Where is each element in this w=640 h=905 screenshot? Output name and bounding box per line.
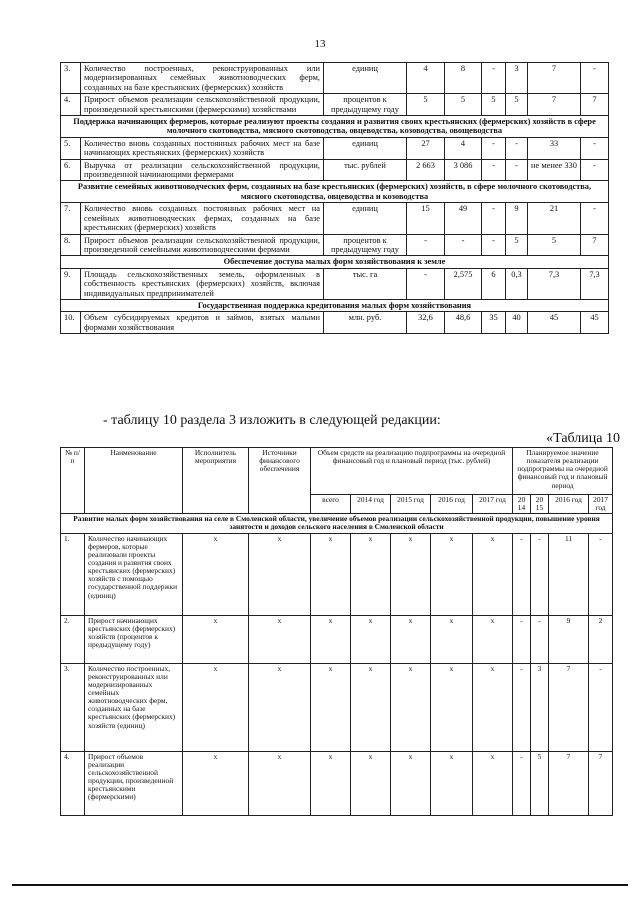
row-name: Количество построенных, реконструированных или модернизированных семейных животноводческих ферм, созданных на базе крестьянских (фермерских) хозяйств (единиц)	[85, 663, 183, 751]
row-cell: х	[351, 615, 391, 663]
row-value: 5	[506, 234, 528, 256]
row-cell: х	[183, 533, 249, 615]
row-unit: тыс. рублей	[324, 159, 407, 181]
row-cell: х	[311, 615, 351, 663]
row-cell: х	[249, 751, 311, 815]
row-value: 2,575	[445, 268, 482, 299]
row-value: -	[482, 63, 506, 94]
row-value: -	[581, 137, 609, 159]
row-plan-value: 7	[549, 751, 589, 815]
indicator-table-continued	[60, 62, 609, 334]
row-number: 2.	[61, 615, 85, 663]
row-cell: х	[183, 663, 249, 751]
row-value: 15	[407, 203, 445, 234]
row-cell: х	[249, 663, 311, 751]
row-name: Прирост объемов реализации сельскохозяйственной продукции, произведенной крестьянскими (фермерскими) хозяйствами	[81, 94, 324, 116]
row-number: 4.	[61, 94, 81, 116]
row-number: 10.	[61, 312, 81, 334]
row-cell: х	[391, 615, 431, 663]
row-cell: х	[249, 615, 311, 663]
row-value: 35	[482, 312, 506, 334]
row-cell: х	[183, 615, 249, 663]
row-value: -	[506, 159, 528, 181]
row-number: 7.	[61, 203, 81, 234]
table-row	[61, 751, 613, 815]
row-value: 3 086	[445, 159, 482, 181]
row-value: -	[482, 137, 506, 159]
header-name: Наименование	[85, 448, 183, 514]
row-plan-value: 2	[589, 615, 613, 663]
row-name: Прирост начинающих крестьянских (фермерских) хозяйств (процентов к предыдущему году)	[85, 615, 183, 663]
table-row	[61, 94, 609, 116]
header-year: 2017 год	[473, 495, 513, 514]
header-num: № п/п	[61, 448, 85, 514]
row-cell: х	[473, 751, 513, 815]
table-row	[61, 663, 613, 751]
row-number: 3.	[61, 663, 85, 751]
row-unit: млн. руб.	[324, 312, 407, 334]
row-value: 5	[482, 94, 506, 116]
row-unit: процентов к предыдущему году	[324, 234, 407, 256]
row-value: 45	[528, 312, 581, 334]
row-value: 7	[528, 63, 581, 94]
row-cell: х	[431, 533, 473, 615]
row-name: Количество начинающих фермеров, которые реализовали проекты создания и развития своих крестьянских (фермерских) хозяйств с помощью государственной поддержки (единиц)	[85, 533, 183, 615]
row-unit: процентов к предыдущему году	[324, 94, 407, 116]
row-name: Количество построенных, реконструированных или модернизированных семейных животноводческих ферм, созданных на базе крестьянских (фермерских) хозяйств	[81, 63, 324, 94]
row-value: -	[482, 203, 506, 234]
row-value: 0,3	[506, 268, 528, 299]
table-row	[61, 312, 609, 334]
row-value: 7,3	[581, 268, 609, 299]
header-year: 2014	[513, 495, 531, 514]
row-value: 6	[482, 268, 506, 299]
table-row	[61, 234, 609, 256]
row-value: 27	[407, 137, 445, 159]
row-cell: х	[473, 663, 513, 751]
section-row	[61, 299, 609, 311]
header-year: 2017 год	[589, 495, 613, 514]
section-row	[61, 514, 613, 533]
row-name: Количество вновь созданных постоянных рабочих мест на базе начинающих крестьянских (фермерских) хозяйств	[81, 137, 324, 159]
row-value: не менее 330	[528, 159, 581, 181]
row-value: -	[581, 203, 609, 234]
section-row	[61, 181, 609, 203]
row-number: 4.	[61, 751, 85, 815]
table-row	[61, 268, 609, 299]
row-value: 2 663	[407, 159, 445, 181]
row-cell: х	[183, 751, 249, 815]
row-value: 7	[528, 94, 581, 116]
footer-rule	[12, 884, 628, 886]
section-heading: Государственная поддержка кредитования малых форм хозяйствования	[61, 299, 609, 311]
row-unit: единиц	[324, 137, 407, 159]
section-heading: Обеспечение доступа малых форм хозяйствования к земле	[61, 256, 609, 268]
row-plan-value: 3	[531, 663, 549, 751]
table-caption: «Таблица 10	[546, 431, 620, 446]
row-name: Прирост объемов реализации сельскохозяйственной продукции, произведенной семейными животноводческими фермами	[81, 234, 324, 256]
row-name: Площадь сельскохозяйственных земель, оформленных в собственность крестьянских (фермерских) хозяйств, включая индивидуальных предпринимателей	[81, 268, 324, 299]
row-value: 3	[506, 63, 528, 94]
row-value: 48,6	[445, 312, 482, 334]
row-plan-value: -	[513, 751, 531, 815]
row-plan-value: 9	[549, 615, 589, 663]
row-plan-value: 7	[549, 663, 589, 751]
row-value: -	[445, 234, 482, 256]
row-number: 9.	[61, 268, 81, 299]
row-value: -	[482, 159, 506, 181]
row-value: 7,3	[528, 268, 581, 299]
row-value: 7	[581, 234, 609, 256]
row-number: 6.	[61, 159, 81, 181]
row-name: Объем субсидируемых кредитов и займов, взятых малыми формами хозяйствования	[81, 312, 324, 334]
table-row	[61, 137, 609, 159]
row-plan-value: -	[513, 663, 531, 751]
section-row	[61, 256, 609, 268]
row-value: 5	[407, 94, 445, 116]
row-name: Количество вновь созданных постоянных рабочих мест на семейных животноводческих фермах, созданных на базе крестьянских (фермерских) хозяйств	[81, 203, 324, 234]
row-cell: х	[351, 663, 391, 751]
row-cell: х	[431, 751, 473, 815]
header-row	[61, 448, 613, 495]
header-year: 2016 год	[549, 495, 589, 514]
row-plan-value: 7	[589, 751, 613, 815]
row-plan-value: -	[513, 533, 531, 615]
row-value: 5	[445, 94, 482, 116]
row-cell: х	[473, 533, 513, 615]
row-cell: х	[311, 751, 351, 815]
row-number: 5.	[61, 137, 81, 159]
row-cell: х	[473, 615, 513, 663]
row-plan-value: 5	[531, 751, 549, 815]
row-value: 7	[581, 94, 609, 116]
row-value: -	[581, 63, 609, 94]
row-cell: х	[431, 615, 473, 663]
page-number: 13	[314, 38, 326, 50]
row-plan-value: -	[531, 533, 549, 615]
table-row	[61, 159, 609, 181]
row-number: 1.	[61, 533, 85, 615]
header-year: 2015	[531, 495, 549, 514]
section-heading: Поддержка начинающих фермеров, которые реализуют проекты создания и развития своих крестьянских (фермерских) хозяйств в сфере молочного скотоводства, мясного скотоводства, овцеводства, козоводства, овощеводства	[61, 116, 609, 138]
row-unit: единиц	[324, 63, 407, 94]
header-source: Источники финансового обеспечения	[249, 448, 311, 514]
row-value: 5	[506, 94, 528, 116]
row-plan-value: -	[589, 663, 613, 751]
table-10	[60, 447, 613, 816]
row-value: 5	[528, 234, 581, 256]
section-heading: Развитие семейных животноводческих ферм, созданных на базе крестьянских (фермерских) хозяйств, в сфере молочного скотоводства, мясного скотоводства, овцеводства и козоводства	[61, 181, 609, 203]
row-number: 3.	[61, 63, 81, 94]
header-year: 2015 год	[391, 495, 431, 514]
row-cell: х	[351, 751, 391, 815]
header-executor: Исполнитель мероприятия	[183, 448, 249, 514]
row-value: 4	[407, 63, 445, 94]
row-unit: единиц	[324, 203, 407, 234]
row-value: 4	[445, 137, 482, 159]
row-name: Прирост объемов реализации сельскохозяйственной продукции, произведенной крестьянскими (фермерскими)	[85, 751, 183, 815]
row-value: 9	[506, 203, 528, 234]
row-value: 33	[528, 137, 581, 159]
row-cell: х	[311, 663, 351, 751]
row-value: -	[482, 234, 506, 256]
row-value: -	[407, 234, 445, 256]
row-cell: х	[351, 533, 391, 615]
row-value: 8	[445, 63, 482, 94]
row-plan-value: -	[513, 615, 531, 663]
row-name: Выручка от реализации сельскохозяйственной продукции, произведенной начинающими фермерами	[81, 159, 324, 181]
section-row	[61, 116, 609, 138]
row-value: -	[407, 268, 445, 299]
header-year: 2016 год	[431, 495, 473, 514]
row-value: 32,6	[407, 312, 445, 334]
row-value: 45	[581, 312, 609, 334]
header-total: всего	[311, 495, 351, 514]
section-heading: Развитие малых форм хозяйствования на селе в Смоленской области, увеличение объемов реализации сельскохозяйственной продукции, повышение уровня занятости и доходов сельского населения в Смоленской области	[61, 514, 613, 533]
table-row	[61, 203, 609, 234]
row-value: 21	[528, 203, 581, 234]
row-cell: х	[391, 663, 431, 751]
row-plan-value: 11	[549, 533, 589, 615]
row-cell: х	[391, 533, 431, 615]
row-cell: х	[311, 533, 351, 615]
header-funds: Объем средств на реализацию подпрограммы на очередной финансовый год и плановый период (тыс. рублей)	[311, 448, 513, 495]
row-cell: х	[249, 533, 311, 615]
header-plan: Планируемое значение показателя реализации подпрограммы на очередной финансовый год и плановый период	[513, 448, 613, 495]
row-number: 8.	[61, 234, 81, 256]
row-plan-value: -	[589, 533, 613, 615]
row-cell: х	[391, 751, 431, 815]
row-value: -	[581, 159, 609, 181]
table-row	[61, 533, 613, 615]
row-value: 40	[506, 312, 528, 334]
table-row	[61, 615, 613, 663]
row-plan-value: -	[531, 615, 549, 663]
row-value: -	[506, 137, 528, 159]
row-value: 49	[445, 203, 482, 234]
header-year: 2014 год	[351, 495, 391, 514]
instruction-text: - таблицу 10 раздела 3 изложить в следующей редакции:	[103, 413, 441, 428]
row-cell: х	[431, 663, 473, 751]
table-row	[61, 63, 609, 94]
row-unit: тыс. га	[324, 268, 407, 299]
